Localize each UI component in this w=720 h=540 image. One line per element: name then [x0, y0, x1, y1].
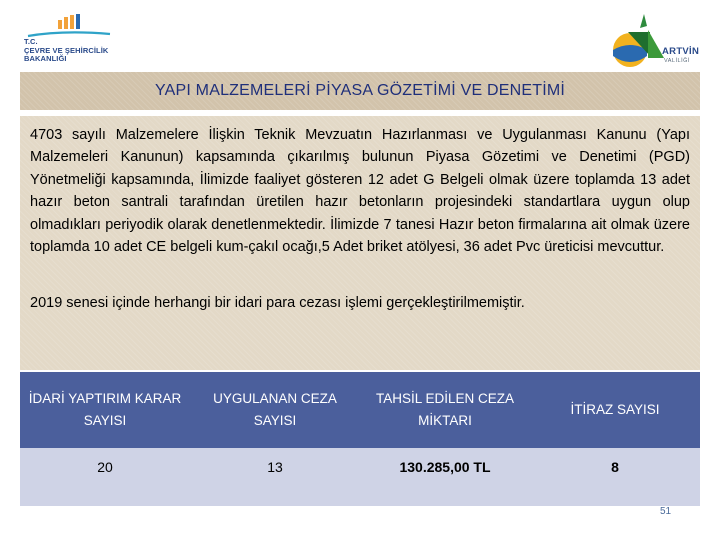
ministry-line-2: ÇEVRE VE ŞEHİRCİLİK [24, 45, 109, 55]
body-paragraph-2: 2019 senesi içinde herhangi bir idari para cezası işlemi gerçekleştirilmemiştir. [30, 295, 525, 312]
table-row [20, 448, 700, 506]
page-number: 51 [660, 506, 672, 517]
ministry-logo [24, 14, 144, 66]
title-band [20, 72, 700, 110]
cell-collected-amount: 130.285,00 TL [360, 448, 530, 506]
header-administrative-sanctions: İDARİ YAPTIRIM KARAR SAYISI [20, 372, 190, 448]
table-header-row [20, 372, 700, 448]
ministry-line-1: T.C. [24, 37, 38, 46]
penalty-table [20, 372, 700, 506]
ministry-line-3: BAKANLIĞI [24, 54, 67, 63]
header-objection-count: İTİRAZ SAYISI [530, 372, 700, 448]
cell-applied-penalties: 13 [190, 448, 360, 506]
header-applied-penalties: UYGULANAN CEZA SAYISI [190, 372, 360, 448]
page-title: YAPI MALZEMELERİ PİYASA GÖZETİMİ VE DENETİMİ [154, 82, 566, 99]
artvin-logo [604, 10, 708, 72]
header-collected-amount: TAHSİL EDİLEN CEZA MİKTARI [360, 372, 530, 448]
artvin-province-logo-icon [604, 10, 666, 72]
ministry-name [24, 38, 108, 64]
body-paragraph-1: 4703 sayılı Malzemelere İlişkin Teknik Mevzuatın Hazırlanması ve Uygulanması Kanunu (Yapı Malzemeleri Kanunun) kapsamında çıkarılmış bulunun Piyasa Gözetimi ve Denetimi (PGD) Yönetmeliği kapsamında, İlimizde faaliyet gösteren 12 adet G Belgeli olmak üzere toplamda 13 adet hazır beton santrali tarafından üretilen hazır betonların projesindeki standartlara uygun olup olmadıkları periyodik olarak denetlenmektedir. İlimizde 7 tanesi Hazır beton firmalarına ait olmak üzere toplamda 10 adet CE belgeli kum-çakıl ocağı,5 Adet briket atölyesi, 36 adet Pvc üreticisi mevcuttur. [30, 127, 690, 256]
artvin-name: ARTVİN [662, 46, 700, 57]
cell-administrative-sanctions: 20 [20, 448, 190, 506]
cell-objection-count: 8 [530, 448, 700, 506]
body-panel [20, 116, 700, 370]
artvin-subtitle: VALİLİĞİ [664, 58, 690, 64]
